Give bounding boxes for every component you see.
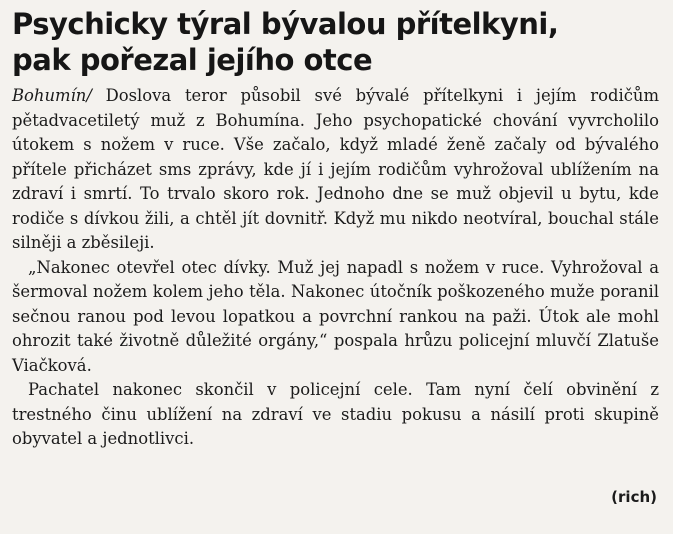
headline-line-1: Psychicky týral bývalou přítelkyni, <box>12 7 559 41</box>
paragraph-3: Pachatel nakonec skončil v policejní cele. Tam nyní čelí obvinění z trestného činu ublížení na zdraví ve stadiu pokusu a násilí proti skupině obyvatel a jednotlivci. <box>12 380 659 448</box>
headline <box>12 6 659 78</box>
article-body <box>12 84 659 452</box>
headline-line-2: pak pořezal jejího otce <box>12 43 373 77</box>
paragraph-2: „Nakonec otevřel otec dívky. Muž jej napadl s nožem v ruce. Vyhrožoval a šermoval nožem kolem jeho těla. Nakonec útočník poškozeného muže poranil sečnou ranou pod levou lopatkou a povrchní rankou na paži. Útok ale mohl ohrozit také životně důležité orgány,“ pospala hrůzu policejní mluvčí Zlatuše Viačková. <box>12 257 659 375</box>
dateline: Bohumín/ <box>12 86 92 105</box>
paragraph-1 <box>12 84 659 256</box>
author-byline: (rich) <box>611 488 657 506</box>
paragraph-1-text: Doslova teror působil své bývalé přítelkyni i jejím rodičům pětadvacetiletý muž z Bohumína. Jeho psychopatické chování vyvrcholilo útokem s nožem v ruce. Vše začalo, když mladé ženě začaly od bývalého přítele přicházet sms zprávy, kde jí i jejím rodičům vyhrožoval ublížením na zdraví i smrtí. To trvalo skoro rok. Jednoho dne se muž objevil u bytu, kde rodiče s dívkou žili, a chtěl jít dovnitř. Když mu nikdo neotvíral, bouchal stále silněji a zběsileji. <box>12 86 659 252</box>
